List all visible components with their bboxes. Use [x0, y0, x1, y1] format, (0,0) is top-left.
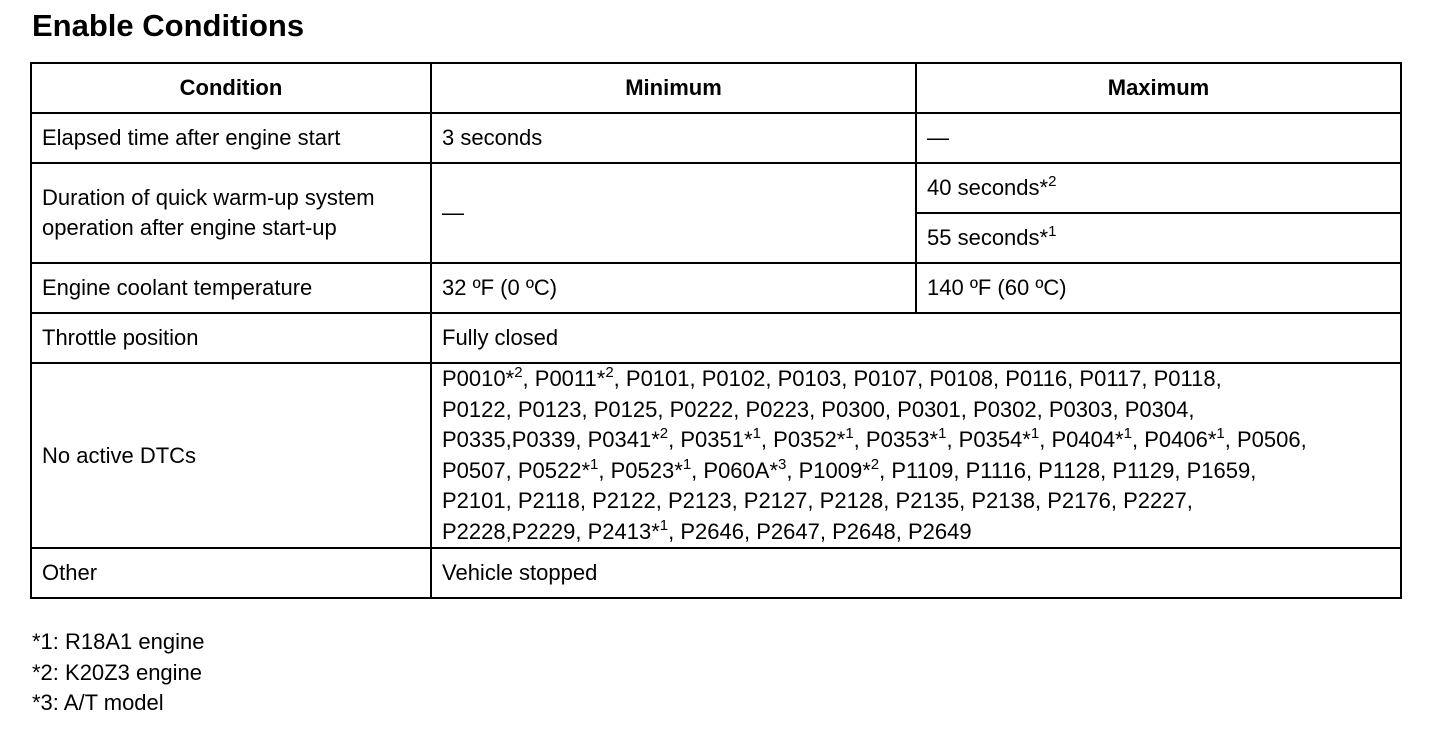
dtc-code: P2128 — [819, 488, 884, 513]
dtc-code: P0222 — [669, 396, 734, 422]
dtc-code: P0304 — [1124, 396, 1189, 422]
dtc-separator: , — [575, 427, 588, 452]
dtc-code: P0102 — [701, 366, 766, 391]
dtc-code: P0125 — [593, 396, 658, 422]
dtc-code: P0352* — [773, 427, 846, 452]
dtc-separator: , — [1110, 488, 1124, 513]
condition-line: Duration of quick warm-up system — [42, 184, 375, 210]
dtc-separator: , — [1035, 488, 1048, 513]
dtc-code: P0523* — [610, 457, 683, 483]
value-cell: Fully closed — [431, 313, 1401, 363]
enable-conditions-table — [30, 62, 1402, 599]
dtc-separator: , — [1067, 366, 1080, 391]
dtc-separator: , — [1188, 396, 1195, 422]
dtc-code: P0108 — [929, 366, 993, 391]
dtc-code: P2127 — [743, 488, 808, 513]
dtc-code: P0303 — [1048, 396, 1113, 422]
column-header-condition: Condition — [31, 63, 431, 113]
footnote: *2: K20Z3 engine — [32, 659, 203, 685]
maximum-cell: 140 ºF (60 ºC) — [916, 263, 1401, 313]
dtc-code: P2649 — [907, 518, 972, 544]
minimum-cell: 3 seconds — [431, 113, 916, 163]
dtc-separator: , — [1112, 396, 1125, 422]
condition-cell: No active DTCs — [31, 363, 431, 548]
footnote-ref: 1 — [1048, 223, 1057, 240]
dtc-separator: , — [575, 518, 588, 544]
dtc-separator: , — [960, 396, 974, 422]
dtc-code: P2227 — [1123, 488, 1187, 513]
dtc-separator: , — [883, 488, 896, 513]
footnote-ref: 3 — [778, 455, 787, 473]
dtc-separator: , — [691, 457, 704, 483]
dtc-separator: , — [765, 366, 778, 391]
dtc-separator: , — [598, 457, 611, 483]
condition-cell: Elapsed time after engine start — [31, 113, 431, 163]
dtc-separator: , — [1186, 488, 1193, 513]
dtc-code: P0301 — [897, 396, 961, 422]
condition-cell — [31, 163, 431, 263]
dtc-code: P0404* — [1051, 427, 1124, 452]
dtc-code: P1009* — [798, 457, 871, 483]
dtc-code: P0300 — [821, 396, 885, 422]
dtc-separator: , — [581, 396, 594, 422]
column-header-minimum: Minimum — [431, 63, 916, 113]
dtc-code: P0123 — [517, 396, 582, 422]
dtc-code: P1109 — [891, 457, 954, 483]
dtc-separator: , — [1141, 366, 1154, 391]
dtc-code: P2138 — [971, 488, 1035, 513]
footnote-ref: 2 — [605, 364, 614, 381]
dtc-code: P0335 — [442, 427, 506, 452]
minimum-cell: 32 ºF (0 ºC) — [431, 263, 916, 313]
footnotes — [32, 627, 204, 719]
dtc-separator: , — [668, 518, 681, 544]
minimum-cell: — — [431, 163, 916, 263]
condition-cell: Engine coolant temperature — [31, 263, 431, 313]
table-header-row — [31, 63, 1401, 113]
dtc-separator: , — [879, 457, 892, 483]
dtc-separator: , — [895, 518, 908, 544]
dtc-separator: , — [760, 427, 774, 452]
footnote-ref: 1 — [1030, 425, 1040, 442]
dtc-separator: , — [807, 488, 820, 513]
dtc-code: P0107 — [853, 366, 918, 391]
dtc-code: P1116 — [965, 457, 1026, 483]
table-row — [31, 163, 1401, 213]
maximum-cell: — — [916, 113, 1401, 163]
dtc-separator: , — [1174, 457, 1187, 483]
dtc-code: P0223 — [745, 396, 810, 422]
dtc-separator: , — [731, 488, 744, 513]
footnote-ref: 1 — [1123, 425, 1132, 442]
dtc-separator: , — [819, 518, 833, 544]
dtc-code: P0101 — [625, 366, 690, 391]
dtc-separator: , — [1131, 427, 1145, 452]
dtc-code: P0341* — [587, 427, 660, 452]
maximum-value: 55 seconds* — [927, 225, 1049, 250]
dtc-code: P2648 — [832, 518, 896, 544]
dtc-code: P0506 — [1236, 427, 1301, 452]
dtc-code: P0354* — [958, 427, 1031, 452]
dtc-separator: , — [689, 366, 702, 391]
dtc-code: P1128 — [1038, 457, 1101, 483]
dtc-separator: , — [668, 427, 681, 452]
dtc-separator: , — [1039, 427, 1052, 452]
dtc-separator: , — [505, 518, 512, 544]
dtc-separator: , — [853, 427, 866, 452]
dtc-code: P0118 — [1153, 366, 1216, 391]
footnote-ref: 2 — [659, 425, 669, 442]
dtc-code: P0010* — [442, 366, 515, 391]
footnote: *1: R18A1 engine — [32, 629, 205, 654]
dtc-separator: , — [809, 396, 822, 422]
dtc-code: P0522* — [517, 457, 591, 483]
dtc-code: P0302 — [973, 396, 1037, 422]
dtc-code: P0103 — [777, 366, 842, 391]
dtc-separator: , — [953, 457, 966, 483]
footnote-ref: 2 — [870, 455, 880, 473]
maximum-cell — [916, 163, 1401, 213]
dtc-separator: , — [1215, 366, 1222, 391]
dtc-code: P0351* — [680, 427, 753, 452]
dtc-separator: , — [579, 488, 593, 513]
page-title: Enable Conditions — [32, 8, 305, 43]
table-row — [31, 363, 1401, 548]
dtc-code: P0406* — [1144, 427, 1217, 452]
condition-cell: Other — [31, 548, 431, 598]
dtc-code: P2228 — [442, 518, 506, 544]
dtc-separator: , — [884, 396, 898, 422]
dtc-code: P2647 — [756, 518, 820, 544]
table-row — [31, 548, 1401, 598]
dtc-code: P2413* — [587, 518, 660, 544]
footnote-ref: 1 — [682, 455, 692, 473]
footnote-ref: 1 — [1216, 425, 1225, 442]
dtc-code: P2123 — [667, 488, 732, 513]
footnote: *3: A/T model — [32, 690, 164, 715]
dtc-separator: , — [917, 366, 930, 391]
footnote-ref: 1 — [659, 516, 669, 534]
dtc-code: P0117 — [1079, 366, 1142, 391]
condition-line: operation after engine start-up — [42, 215, 337, 240]
footnote-ref: 1 — [845, 425, 854, 442]
dtc-separator: , — [655, 488, 668, 513]
footnote-ref: 2 — [1048, 173, 1057, 190]
condition-cell: Throttle position — [31, 313, 431, 363]
maximum-cell — [916, 213, 1401, 263]
table-row — [31, 113, 1401, 163]
dtc-code: P0507 — [442, 457, 506, 483]
dtc-separator: , — [1300, 427, 1307, 452]
dtc-code: P0011* — [534, 366, 606, 391]
dtc-code: P0339 — [511, 427, 576, 452]
dtc-list-cell — [431, 363, 1401, 548]
dtc-code: P0116 — [1005, 366, 1068, 391]
dtc-separator: , — [522, 366, 535, 391]
table-row — [31, 263, 1401, 313]
dtc-code: P0353* — [865, 427, 939, 452]
dtc-code: P2646 — [680, 518, 744, 544]
dtc-separator: , — [613, 366, 626, 391]
dtc-separator: , — [1100, 457, 1113, 483]
dtc-separator: , — [959, 488, 972, 513]
footnote-ref: 1 — [938, 425, 947, 442]
footnote-ref: 1 — [590, 455, 599, 473]
dtc-code: P2101 — [442, 488, 506, 513]
dtc-separator: , — [1025, 457, 1039, 483]
dtc-separator: , — [1250, 457, 1257, 483]
dtc-separator: , — [1036, 396, 1049, 422]
table-row — [31, 313, 1401, 363]
dtc-separator: , — [1224, 427, 1237, 452]
dtc-code: P2118 — [517, 488, 580, 513]
dtc-separator: , — [946, 427, 959, 452]
dtc-separator: , — [733, 396, 746, 422]
dtc-code: P2135 — [895, 488, 960, 513]
dtc-code: P2229 — [511, 518, 576, 544]
dtc-separator: , — [505, 396, 518, 422]
column-header-maximum: Maximum — [916, 63, 1401, 113]
dtc-code: P2122 — [592, 488, 656, 513]
dtc-separator: , — [505, 488, 518, 513]
dtc-code: P060A* — [703, 457, 779, 483]
dtc-separator: , — [786, 457, 799, 483]
dtc-separator: , — [505, 427, 512, 452]
dtc-separator: , — [841, 366, 854, 391]
dtc-code: P1659 — [1186, 457, 1251, 483]
dtc-separator: , — [744, 518, 757, 544]
value-cell: Vehicle stopped — [431, 548, 1401, 598]
footnote-ref: 2 — [514, 364, 523, 381]
dtc-separator: , — [505, 457, 518, 483]
footnote-ref: 1 — [752, 425, 761, 442]
dtc-separator: , — [657, 396, 670, 422]
maximum-value: 40 seconds* — [927, 175, 1049, 200]
dtc-code: P1129 — [1112, 457, 1175, 483]
dtc-code: P0122 — [442, 396, 506, 422]
dtc-separator: , — [992, 366, 1006, 391]
dtc-code: P2176 — [1047, 488, 1111, 513]
